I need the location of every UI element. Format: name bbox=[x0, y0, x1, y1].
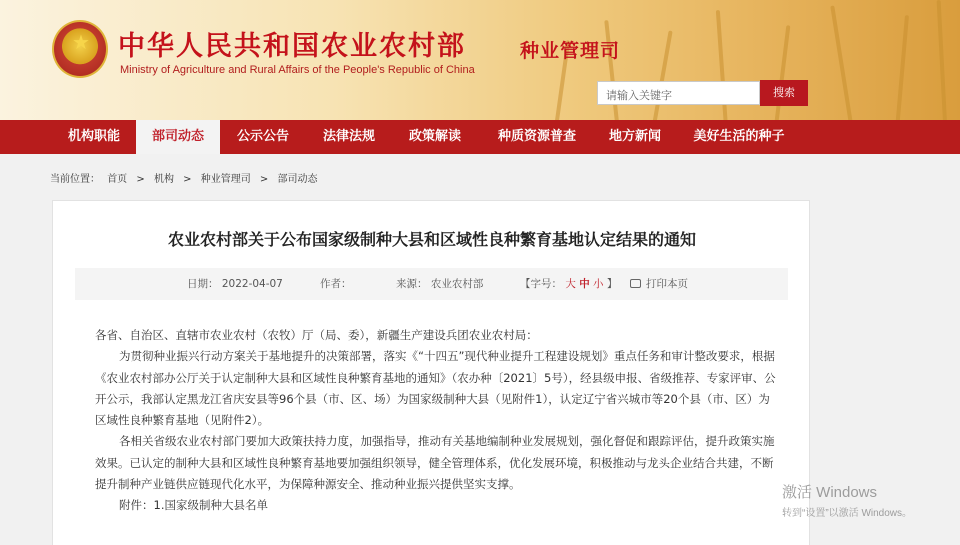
breadcrumb-separator: > bbox=[183, 174, 192, 185]
star-icon: ★ bbox=[72, 30, 90, 54]
source-meta bbox=[396, 268, 483, 300]
windows-activation-watermark bbox=[782, 481, 912, 519]
printer-icon bbox=[630, 279, 641, 288]
search-button[interactable]: 搜索 bbox=[760, 80, 808, 106]
breadcrumb-prefix: 当前位置： bbox=[50, 174, 100, 185]
ministry-name[interactable]: 中华人民共和国农业农村部 bbox=[118, 31, 466, 62]
font-size-large-button[interactable]: 大 bbox=[565, 278, 576, 290]
nav-item-laws[interactable]: 法律法规 bbox=[322, 129, 375, 144]
breadcrumb-department[interactable]: 种业管理司 bbox=[200, 174, 251, 185]
article-body bbox=[95, 325, 777, 517]
main-nav bbox=[0, 120, 960, 154]
breadcrumb-separator: > bbox=[136, 174, 145, 185]
source-value: 农业农村部 bbox=[430, 278, 484, 290]
nav-item-institution[interactable]: 机构职能 bbox=[67, 129, 120, 144]
watermark-line2: 转到“设置”以激活 Windows。 bbox=[782, 508, 913, 519]
font-size-medium-button[interactable]: 中 bbox=[579, 278, 590, 290]
nav-item-announcements[interactable]: 公示公告 bbox=[236, 129, 289, 144]
breadcrumb-news[interactable]: 部司动态 bbox=[277, 174, 318, 185]
breadcrumb-institution[interactable]: 机构 bbox=[153, 174, 174, 185]
body-paragraph: 为贯彻种业振兴行动方案关于基地提升的决策部署，落实《“十四五”现代种业提升工程建设规划》重点任务和审计整改要求，根据《农业农村部办公厅关于认定制种大县和区域性良种繁育基地的通知》（农办种〔2021〕5号），经县级申报、省级推荐、专家评审、公开公示，我部认定黑龙江省庆安县等96个县（市、区、场）为国家级制种大县（见附件1），认定辽宁省兴城市等20个县（市、区）为区域性良种繁育基地（见附件2）。 bbox=[95, 349, 776, 428]
national-emblem-logo[interactable] bbox=[52, 20, 108, 78]
nav-item-seeds-of-life[interactable]: 美好生活的种子 bbox=[693, 129, 785, 144]
wheat-decoration bbox=[895, 15, 909, 120]
font-size-label: 【字号： bbox=[520, 278, 562, 290]
font-size-small-button[interactable]: 小 bbox=[593, 278, 604, 290]
date-label: 日期： bbox=[187, 278, 219, 290]
wheat-decoration bbox=[651, 30, 672, 120]
nav-item-local-news[interactable]: 地方新闻 bbox=[608, 129, 661, 144]
salutation-paragraph: 各省、自治区、直辖市农业农村（农牧）厅（局、委），新疆生产建设兵团农业农村局： bbox=[95, 328, 538, 342]
body-paragraph: 各相关省级农业农村部门要加大政策扶持力度，加强指导，推动有关基地编制种业发展规划，强化督促和跟踪评估，提升政策实施效果。已认定的制种大县和区域性良种繁育基地要加强组织领导，健全管理体系，优化发展环境，积极推动与龙头企业结合共建，不断提升制种产业链供应链现代化水平，为保障种源安全、推动种业振兴提供坚实支撑。 bbox=[95, 434, 775, 492]
print-label: 打印本页 bbox=[646, 278, 688, 290]
print-button[interactable] bbox=[630, 268, 688, 300]
wheat-decoration bbox=[937, 0, 948, 120]
search-input[interactable]: 请输入关键字 bbox=[597, 81, 760, 105]
font-size-control bbox=[520, 268, 617, 300]
author-meta bbox=[320, 268, 352, 300]
watermark-line1: 激活 Windows bbox=[782, 484, 878, 501]
wheat-decoration bbox=[830, 5, 854, 120]
department-name[interactable]: 种业管理司 bbox=[520, 40, 621, 62]
article-meta-bar bbox=[75, 268, 788, 300]
date-meta bbox=[187, 268, 283, 300]
ministry-english-name: Ministry of Agriculture and Rural Affairs of the People's Republic of China bbox=[120, 64, 475, 76]
article-card bbox=[52, 200, 810, 545]
date-value: 2022-04-07 bbox=[221, 278, 283, 290]
breadcrumb bbox=[50, 170, 323, 185]
attachment-paragraph[interactable]: 附件：1.国家级制种大县名单 bbox=[119, 498, 268, 513]
nav-item-news[interactable]: 部司动态 bbox=[136, 120, 220, 154]
breadcrumb-separator: > bbox=[259, 174, 269, 185]
header-banner bbox=[0, 0, 960, 120]
article-title: 农业农村部关于公布国家级制种大县和区域性良种繁育基地认定结果的通知 bbox=[167, 230, 696, 249]
breadcrumb-home[interactable]: 首页 bbox=[107, 174, 128, 185]
nav-item-germplasm-census[interactable]: 种质资源普查 bbox=[497, 129, 576, 144]
font-size-close: 】 bbox=[606, 278, 618, 290]
author-label: 作者： bbox=[320, 278, 352, 290]
source-label: 来源： bbox=[396, 278, 428, 290]
nav-item-policy[interactable]: 政策解读 bbox=[408, 129, 461, 144]
